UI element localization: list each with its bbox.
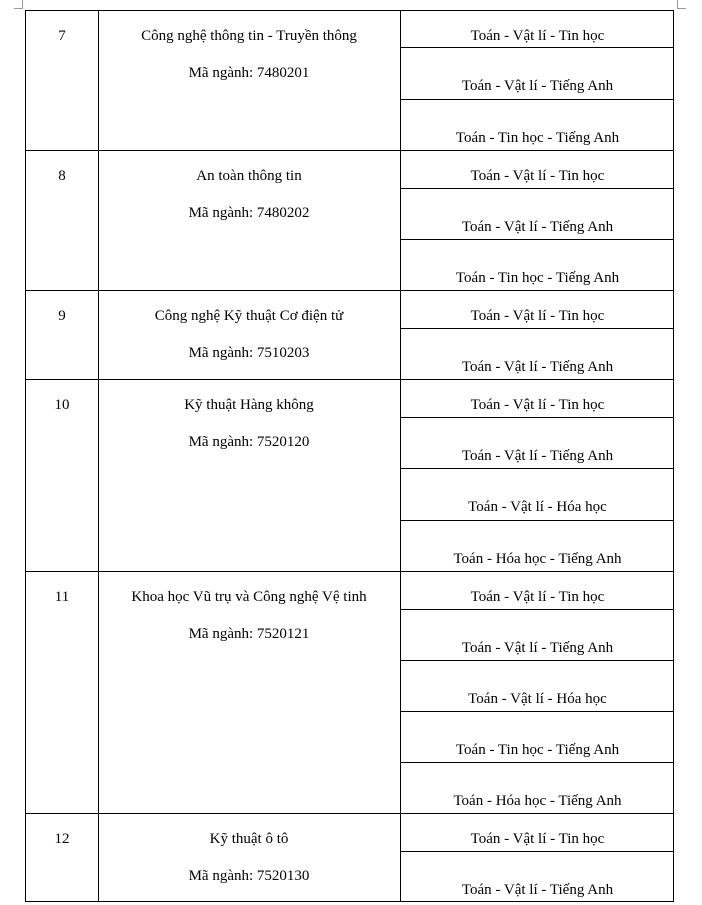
major-code: Mã ngành: 7520121 <box>188 626 310 642</box>
admission-table <box>25 10 674 902</box>
row-number: 10 <box>54 397 70 413</box>
subject-combination: Toán - Vật lí - Tiếng Anh <box>461 448 614 464</box>
row-number: 12 <box>54 831 70 847</box>
subject-combination: Toán - Vật lí - Tin học <box>470 168 605 184</box>
subject-combination: Toán - Tin học - Tiếng Anh <box>455 742 620 758</box>
major-name: Công nghệ Kỹ thuật Cơ điện tử <box>154 308 344 324</box>
subject-divider <box>400 609 674 610</box>
subject-combination: Toán - Tin học - Tiếng Anh <box>455 130 620 146</box>
column-divider-stt <box>98 10 99 902</box>
subject-combination: Toán - Vật lí - Tiếng Anh <box>461 78 614 94</box>
column-divider-major <box>400 10 401 902</box>
subject-divider <box>400 417 674 418</box>
subject-divider <box>400 468 674 469</box>
subject-combination: Toán - Vật lí - Hóa học <box>468 691 607 707</box>
row-divider <box>25 379 674 380</box>
major-name: Công nghệ thông tin - Truyền thông <box>141 28 357 44</box>
subject-divider <box>400 660 674 661</box>
subject-combination: Toán - Vật lí - Hóa học <box>468 499 607 515</box>
major-code: Mã ngành: 7510203 <box>188 345 310 361</box>
subject-combination: Toán - Vật lí - Tin học <box>470 397 605 413</box>
subject-combination: Toán - Vật lí - Tiếng Anh <box>461 219 614 235</box>
row-divider <box>25 813 674 814</box>
subject-divider <box>400 328 674 329</box>
row-divider <box>25 290 674 291</box>
major-name: Khoa học Vũ trụ và Công nghệ Vệ tinh <box>131 589 367 605</box>
major-name: Kỹ thuật Hàng không <box>184 397 314 413</box>
subject-combination: Toán - Vật lí - Tin học <box>470 308 605 324</box>
subject-combination: Toán - Vật lí - Tiếng Anh <box>461 359 614 375</box>
subject-combination: Toán - Tin học - Tiếng Anh <box>455 270 620 286</box>
subject-combination: Toán - Vật lí - Tiếng Anh <box>461 640 614 656</box>
major-name: Kỹ thuật ô tô <box>209 831 289 847</box>
major-code: Mã ngành: 7480201 <box>188 65 310 81</box>
major-name: An toàn thông tin <box>196 168 302 184</box>
subject-divider <box>400 188 674 189</box>
subject-divider <box>400 520 674 521</box>
row-number: 8 <box>58 168 66 184</box>
subject-divider <box>400 851 674 852</box>
major-code: Mã ngành: 7480202 <box>188 205 310 221</box>
page-corner-mark <box>677 0 686 9</box>
row-divider <box>25 571 674 572</box>
subject-combination: Toán - Hóa học - Tiếng Anh <box>453 793 622 809</box>
major-code: Mã ngành: 7520120 <box>188 434 310 450</box>
subject-combination: Toán - Vật lí - Tin học <box>470 28 605 44</box>
subject-divider <box>400 47 674 48</box>
row-number: 11 <box>54 589 70 605</box>
page-corner-mark <box>14 0 23 9</box>
subject-combination: Toán - Vật lí - Tin học <box>470 831 605 847</box>
row-number: 9 <box>58 308 66 324</box>
row-divider <box>25 150 674 151</box>
subject-divider <box>400 711 674 712</box>
subject-combination: Toán - Vật lí - Tin học <box>470 589 605 605</box>
row-number: 7 <box>58 28 66 44</box>
subject-combination: Toán - Hóa học - Tiếng Anh <box>453 551 622 567</box>
subject-divider <box>400 239 674 240</box>
subject-combination: Toán - Vật lí - Tiếng Anh <box>461 882 614 898</box>
subject-divider <box>400 762 674 763</box>
table-border-top <box>25 10 674 11</box>
major-code: Mã ngành: 7520130 <box>188 868 310 884</box>
subject-divider <box>400 99 674 100</box>
